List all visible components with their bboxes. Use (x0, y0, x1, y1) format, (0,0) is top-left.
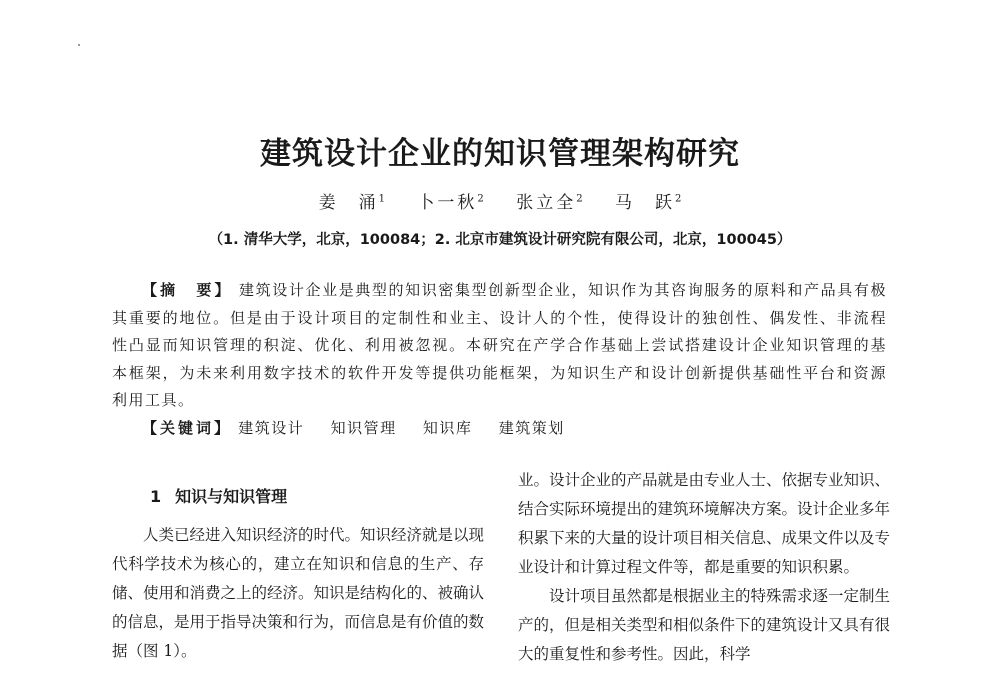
section-heading (112, 482, 484, 511)
paper-title: 建筑设计企业的知识管理架构研究 (260, 136, 740, 172)
keyword: 知识库 (422, 418, 473, 437)
left-column (112, 482, 484, 666)
keywords (112, 415, 887, 443)
author: 张立全$^2$ (516, 193, 583, 213)
section-number: 1 (150, 487, 162, 506)
abstract-text: 建筑设计企业是典型的知识密集型创新型企业，知识作为其咨询服务的原料和产品具有极其重要的地位。但是由于设计项目的定制性和业主、设计人的个性，使得设计的独创性、偶发性、非流程性凸显而知识管理的积淀、优化、利用被忽视。本研究在产学合作基础上尝试搭建设计企业知识管理的基本框架，为未来利用数字技术的软件开发等提供功能框架，为知识生产和设计创新提供基础性平台和资源利用工具。 (112, 281, 887, 409)
abstract (112, 277, 887, 415)
keyword: 建筑策划 (498, 418, 565, 437)
author: 马 跃$^2$ (614, 193, 682, 213)
section-title: 知识与知识管理 (175, 487, 288, 506)
body-paragraph: 设计项目虽然都是根据业主的特殊需求逐一定制生产的，但是相关类型和相似条件下的建筑设计又具有很大的重复性和参考性。因此，科学 (518, 587, 891, 663)
keyword: 知识管理 (330, 418, 397, 437)
author: 姜 涌$^1$ (318, 193, 386, 213)
author: 卜一秋$^2$ (417, 193, 484, 213)
abstract-block (112, 277, 887, 442)
keywords-label: 【关键词】 (142, 418, 233, 437)
author-list (0, 188, 1000, 213)
keyword: 建筑设计 (238, 418, 305, 437)
abstract-label: 【摘 要】 (142, 281, 233, 299)
affiliations: （1. 清华大学，北京，100084；2. 北京市建筑设计研究院有限公司，北京，100045） (208, 232, 792, 248)
scan-speck (78, 44, 80, 46)
body-paragraph: 业。设计企业的产品就是由专业人士、依据专业知识、结合实际环境提出的建筑环境解决方案。设计企业多年积累下来的大量的设计项目相关信息、成果文件以及专业设计和计算过程文件等，都是重要的知识积累。 (518, 471, 891, 576)
body-paragraph: 人类已经进入知识经济的时代。知识经济就是以现代科学技术为核心的，建立在知识和信息的生产、存储、使用和消费之上的经济。知识是结构化的、被确认的信息，是用于指导决策和行为，而信息是有价值的数据（图 1）。 (112, 526, 485, 660)
right-column (518, 466, 890, 669)
